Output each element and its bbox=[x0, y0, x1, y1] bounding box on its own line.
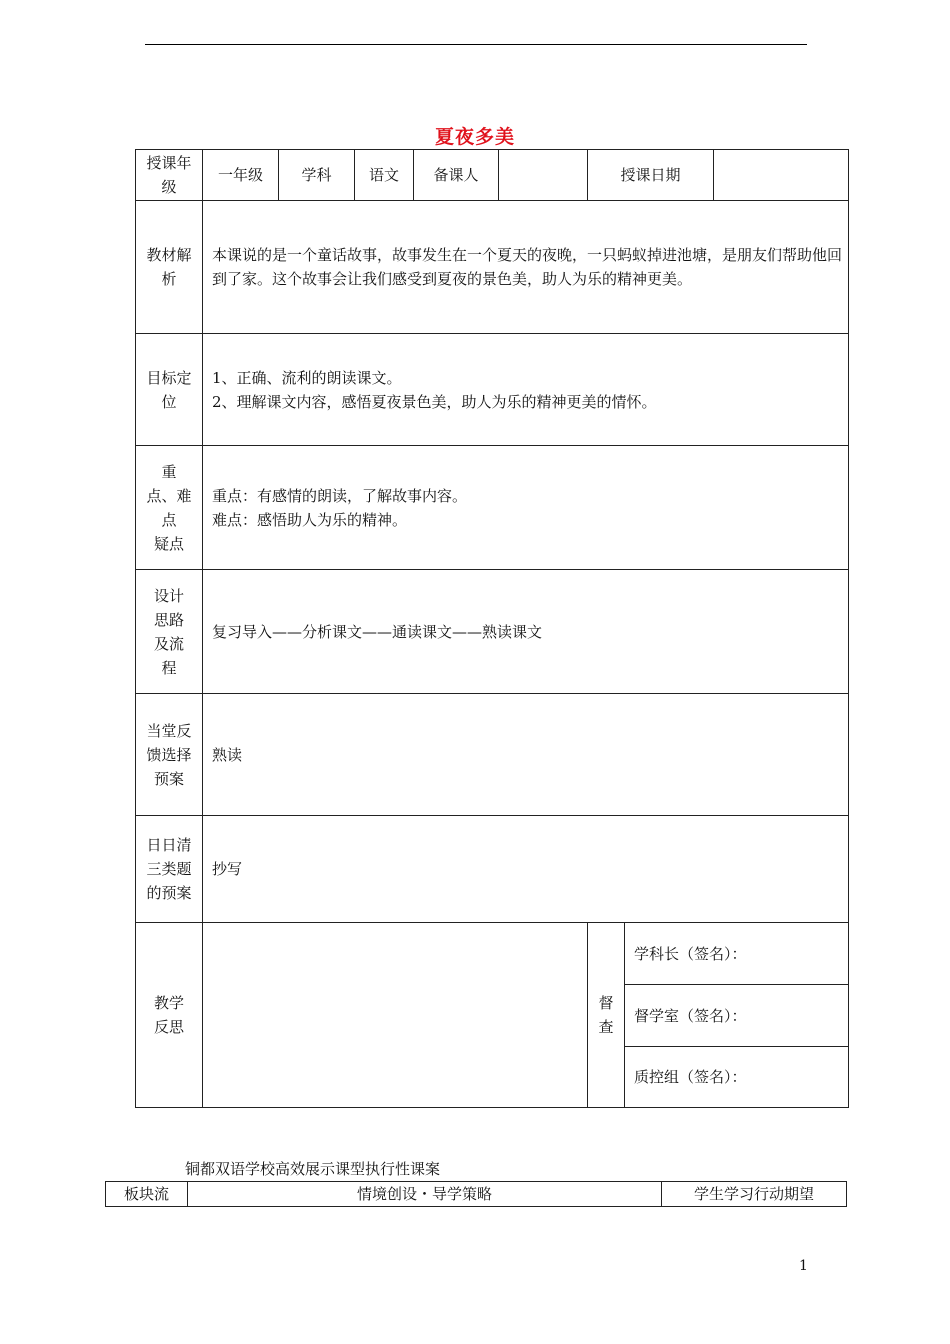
daily-text: 抄写 bbox=[203, 816, 849, 923]
material-label: 教材解析 bbox=[136, 201, 203, 334]
subject-value: 语文 bbox=[355, 150, 414, 201]
reflection-row bbox=[136, 923, 849, 985]
footer-col-section: 板块流 bbox=[106, 1182, 188, 1207]
footer-col-strategy: 情境创设・导学策略 bbox=[188, 1182, 662, 1207]
feedback-text: 熟读 bbox=[203, 694, 849, 816]
key-point: 重点：有感情的朗读，了解故事内容。 bbox=[212, 486, 468, 505]
design-row bbox=[136, 570, 849, 694]
date-value bbox=[714, 150, 849, 201]
header-row bbox=[136, 150, 849, 201]
daily-label: 日日清 三类题 的预案 bbox=[136, 816, 203, 923]
keypoints-text bbox=[203, 446, 849, 570]
feedback-label: 当堂反 馈选择 预案 bbox=[136, 694, 203, 816]
page-number: 1 bbox=[799, 1258, 808, 1274]
preparer-label: 备课人 bbox=[414, 150, 499, 201]
school-caption: 铜都双语学校高效展示课型执行性课案 bbox=[185, 1160, 441, 1178]
goals-label: 目标定位 bbox=[136, 334, 203, 446]
reflection-content bbox=[203, 923, 588, 1108]
grade-value: 一年级 bbox=[203, 150, 279, 201]
header-rule bbox=[145, 44, 807, 45]
design-label: 设计 思路 及流 程 bbox=[136, 570, 203, 694]
reflection-label: 教学 反思 bbox=[136, 923, 203, 1108]
design-text: 复习导入——分析课文——通读课文——熟读课文 bbox=[203, 570, 849, 694]
subject-label: 学科 bbox=[279, 150, 355, 201]
material-text: 本课说的是一个童话故事，故事发生在一个夏天的夜晚，一只蚂蚁掉进池塘，是朋友们帮助他回到了家。这个故事会让我们感受到夏夜的景色美，助人为乐的精神更美。 bbox=[203, 201, 849, 334]
grade-label: 授课年级 bbox=[136, 150, 203, 201]
date-label: 授课日期 bbox=[588, 150, 714, 201]
goals-row bbox=[136, 334, 849, 446]
goal-item: 2、理解课文内容，感悟夏夜景色美，助人为乐的精神更美的情怀。 bbox=[212, 392, 657, 411]
lesson-title: 夏夜多美 bbox=[434, 126, 515, 148]
daily-row bbox=[136, 816, 849, 923]
material-row bbox=[136, 201, 849, 334]
preparer-value bbox=[499, 150, 588, 201]
difficult-point: 难点：感悟助人为乐的精神。 bbox=[212, 510, 408, 529]
supervise-label: 督 查 bbox=[588, 923, 625, 1108]
footer-col-expectation: 学生学习行动期望 bbox=[662, 1182, 847, 1207]
sign-quality-control: 质控组（签名）： bbox=[625, 1047, 849, 1108]
goal-item: 1、正确、流利的朗读课文。 bbox=[212, 368, 402, 387]
lesson-plan-table bbox=[135, 149, 849, 1108]
feedback-row bbox=[136, 694, 849, 816]
sign-subject-head: 学科长（签名）： bbox=[625, 923, 849, 985]
goals-text bbox=[203, 334, 849, 446]
sign-supervision-office: 督学室（签名）： bbox=[625, 985, 849, 1047]
footer-table bbox=[105, 1181, 847, 1207]
keypoints-row bbox=[136, 446, 849, 570]
keypoints-label: 重 点、难 点 疑点 bbox=[136, 446, 203, 570]
